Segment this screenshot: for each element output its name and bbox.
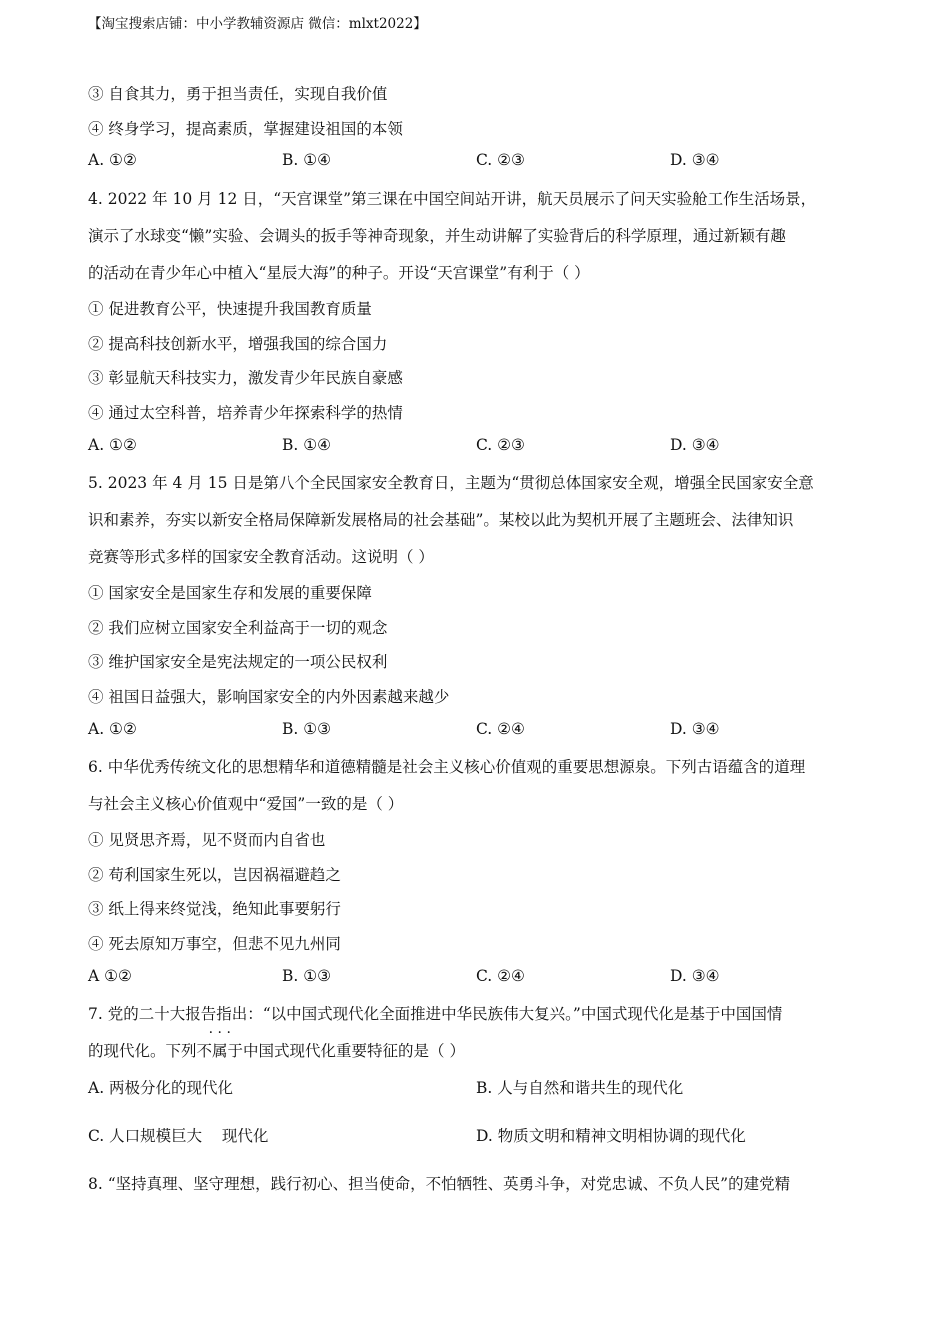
q4-statement-3: ③ 彰显航天科技实力，激发青少年民族自豪感: [88, 369, 403, 387]
q5-stem-line-2: 识和素养，夯实以新安全格局保障新发展格局的社会基础”。某校以此为契机开展了主题班会、法律知识: [88, 511, 794, 529]
q6-stem-line-2: 与社会主义核心价值观中“爱国”一致的是（ ）: [88, 795, 404, 813]
q7-emphasis-not-belong: 不属于 · · ·: [197, 1039, 244, 1061]
q4-option-d: D. ③④: [670, 436, 720, 454]
q7-option-c: C. 人口规模巨大 现代化: [88, 1127, 269, 1145]
page-header: 【淘宝搜索店铺：中小学教辅资源店 微信：mlxt2022】: [88, 16, 427, 32]
q6-statement-2: ② 苟利国家生死以，岂因祸福避趋之: [88, 866, 341, 884]
q4-stem-line-2: 演示了水球变“懒”实验、会调头的扳手等神奇现象，并生动讲解了实验背后的科学原理，通过新颖有趣: [88, 227, 786, 245]
q4-option-b: B. ①④: [282, 436, 332, 454]
q5-stem-line-1: 5. 2023 年 4 月 15 日是第八个全民国家安全教育日，主题为“贯彻总体国家安全观，增强全民国家安全意: [88, 474, 814, 492]
q5-option-b: B. ①③: [282, 720, 332, 738]
q5-option-c: C. ②④: [476, 720, 525, 738]
q6-option-c: C. ②④: [476, 967, 525, 985]
q4-stem-line-3: 的活动在青少年心中植入“星辰大海”的种子。开设“天宫课堂”有利于（ ）: [88, 264, 590, 282]
q7-option-a: A. 两极分化的现代化: [88, 1079, 234, 1097]
q5-option-d: D. ③④: [670, 720, 720, 738]
q6-statement-3: ③ 纸上得来终觉浅，绝知此事要躬行: [88, 900, 341, 918]
q6-option-b: B. ①③: [282, 967, 332, 985]
q6-option-a: A ①②: [88, 967, 132, 985]
q7-stem-line-2-post: 中国式现代化重要特征的是（ ）: [243, 1042, 465, 1060]
q3-statement-3: ③ 自食其力，勇于担当责任，实现自我价值: [88, 85, 388, 103]
q3-option-b: B. ①④: [282, 151, 332, 169]
q4-option-a: A. ①②: [88, 436, 137, 454]
q8-stem-line-1: 8. “坚持真理、坚守理想，践行初心、担当使命，不怕牺牲、英勇斗争，对党忠诚、不负人民”的建党精: [88, 1175, 791, 1193]
q3-statement-4: ④ 终身学习，提高素质，掌握建设祖国的本领: [88, 120, 403, 138]
q4-statement-4: ④ 通过太空科普，培养青少年探索科学的热情: [88, 404, 403, 422]
q7-stem-line-2: [88, 1039, 465, 1061]
q5-statement-4: ④ 祖国日益强大，影响国家安全的内外因素越来越少: [88, 688, 450, 706]
q6-stem-line-1: 6. 中华优秀传统文化的思想精华和道德精髓是社会主义核心价值观的重要思想源泉。下列古语蕴含的道理: [88, 758, 806, 776]
q3-option-a: A. ①②: [88, 151, 137, 169]
q5-stem-line-3: 竞赛等形式多样的国家安全教育活动。这说明（ ）: [88, 548, 434, 566]
q4-option-c: C. ②③: [476, 436, 525, 454]
q4-statement-1: ① 促进教育公平，快速提升我国教育质量: [88, 300, 372, 318]
q7-stem-line-1: 7. 党的二十大报告指出：“以中国式现代化全面推进中华民族伟大复兴。”中国式现代化是基于中国国情: [88, 1005, 783, 1023]
q4-statement-2: ② 提高科技创新水平，增强我国的综合国力: [88, 335, 388, 353]
q6-statement-4: ④ 死去原知万事空，但悲不见九州同: [88, 935, 341, 953]
q5-statement-2: ② 我们应树立国家安全利益高于一切的观念: [88, 619, 388, 637]
q6-statement-1: ① 见贤思齐焉，见不贤而内自省也: [88, 831, 326, 849]
q7-option-d: D. 物质文明和精神文明相协调的现代化: [476, 1127, 746, 1145]
q7-stem-line-2-pre: 的现代化。下列: [88, 1042, 197, 1060]
q4-stem-line-1: 4. 2022 年 10 月 12 日，“天宫课堂”第三课在中国空间站开讲，航天员展示了问天实验舱工作生活场景，: [88, 190, 817, 208]
q7-option-b: B. 人与自然和谐共生的现代化: [476, 1079, 684, 1097]
q5-option-a: A. ①②: [88, 720, 137, 738]
q6-option-d: D. ③④: [670, 967, 720, 985]
q3-option-c: C. ②③: [476, 151, 525, 169]
q5-statement-3: ③ 维护国家安全是宪法规定的一项公民权利: [88, 653, 388, 671]
q5-statement-1: ① 国家安全是国家生存和发展的重要保障: [88, 584, 372, 602]
q3-option-d: D. ③④: [670, 151, 720, 169]
